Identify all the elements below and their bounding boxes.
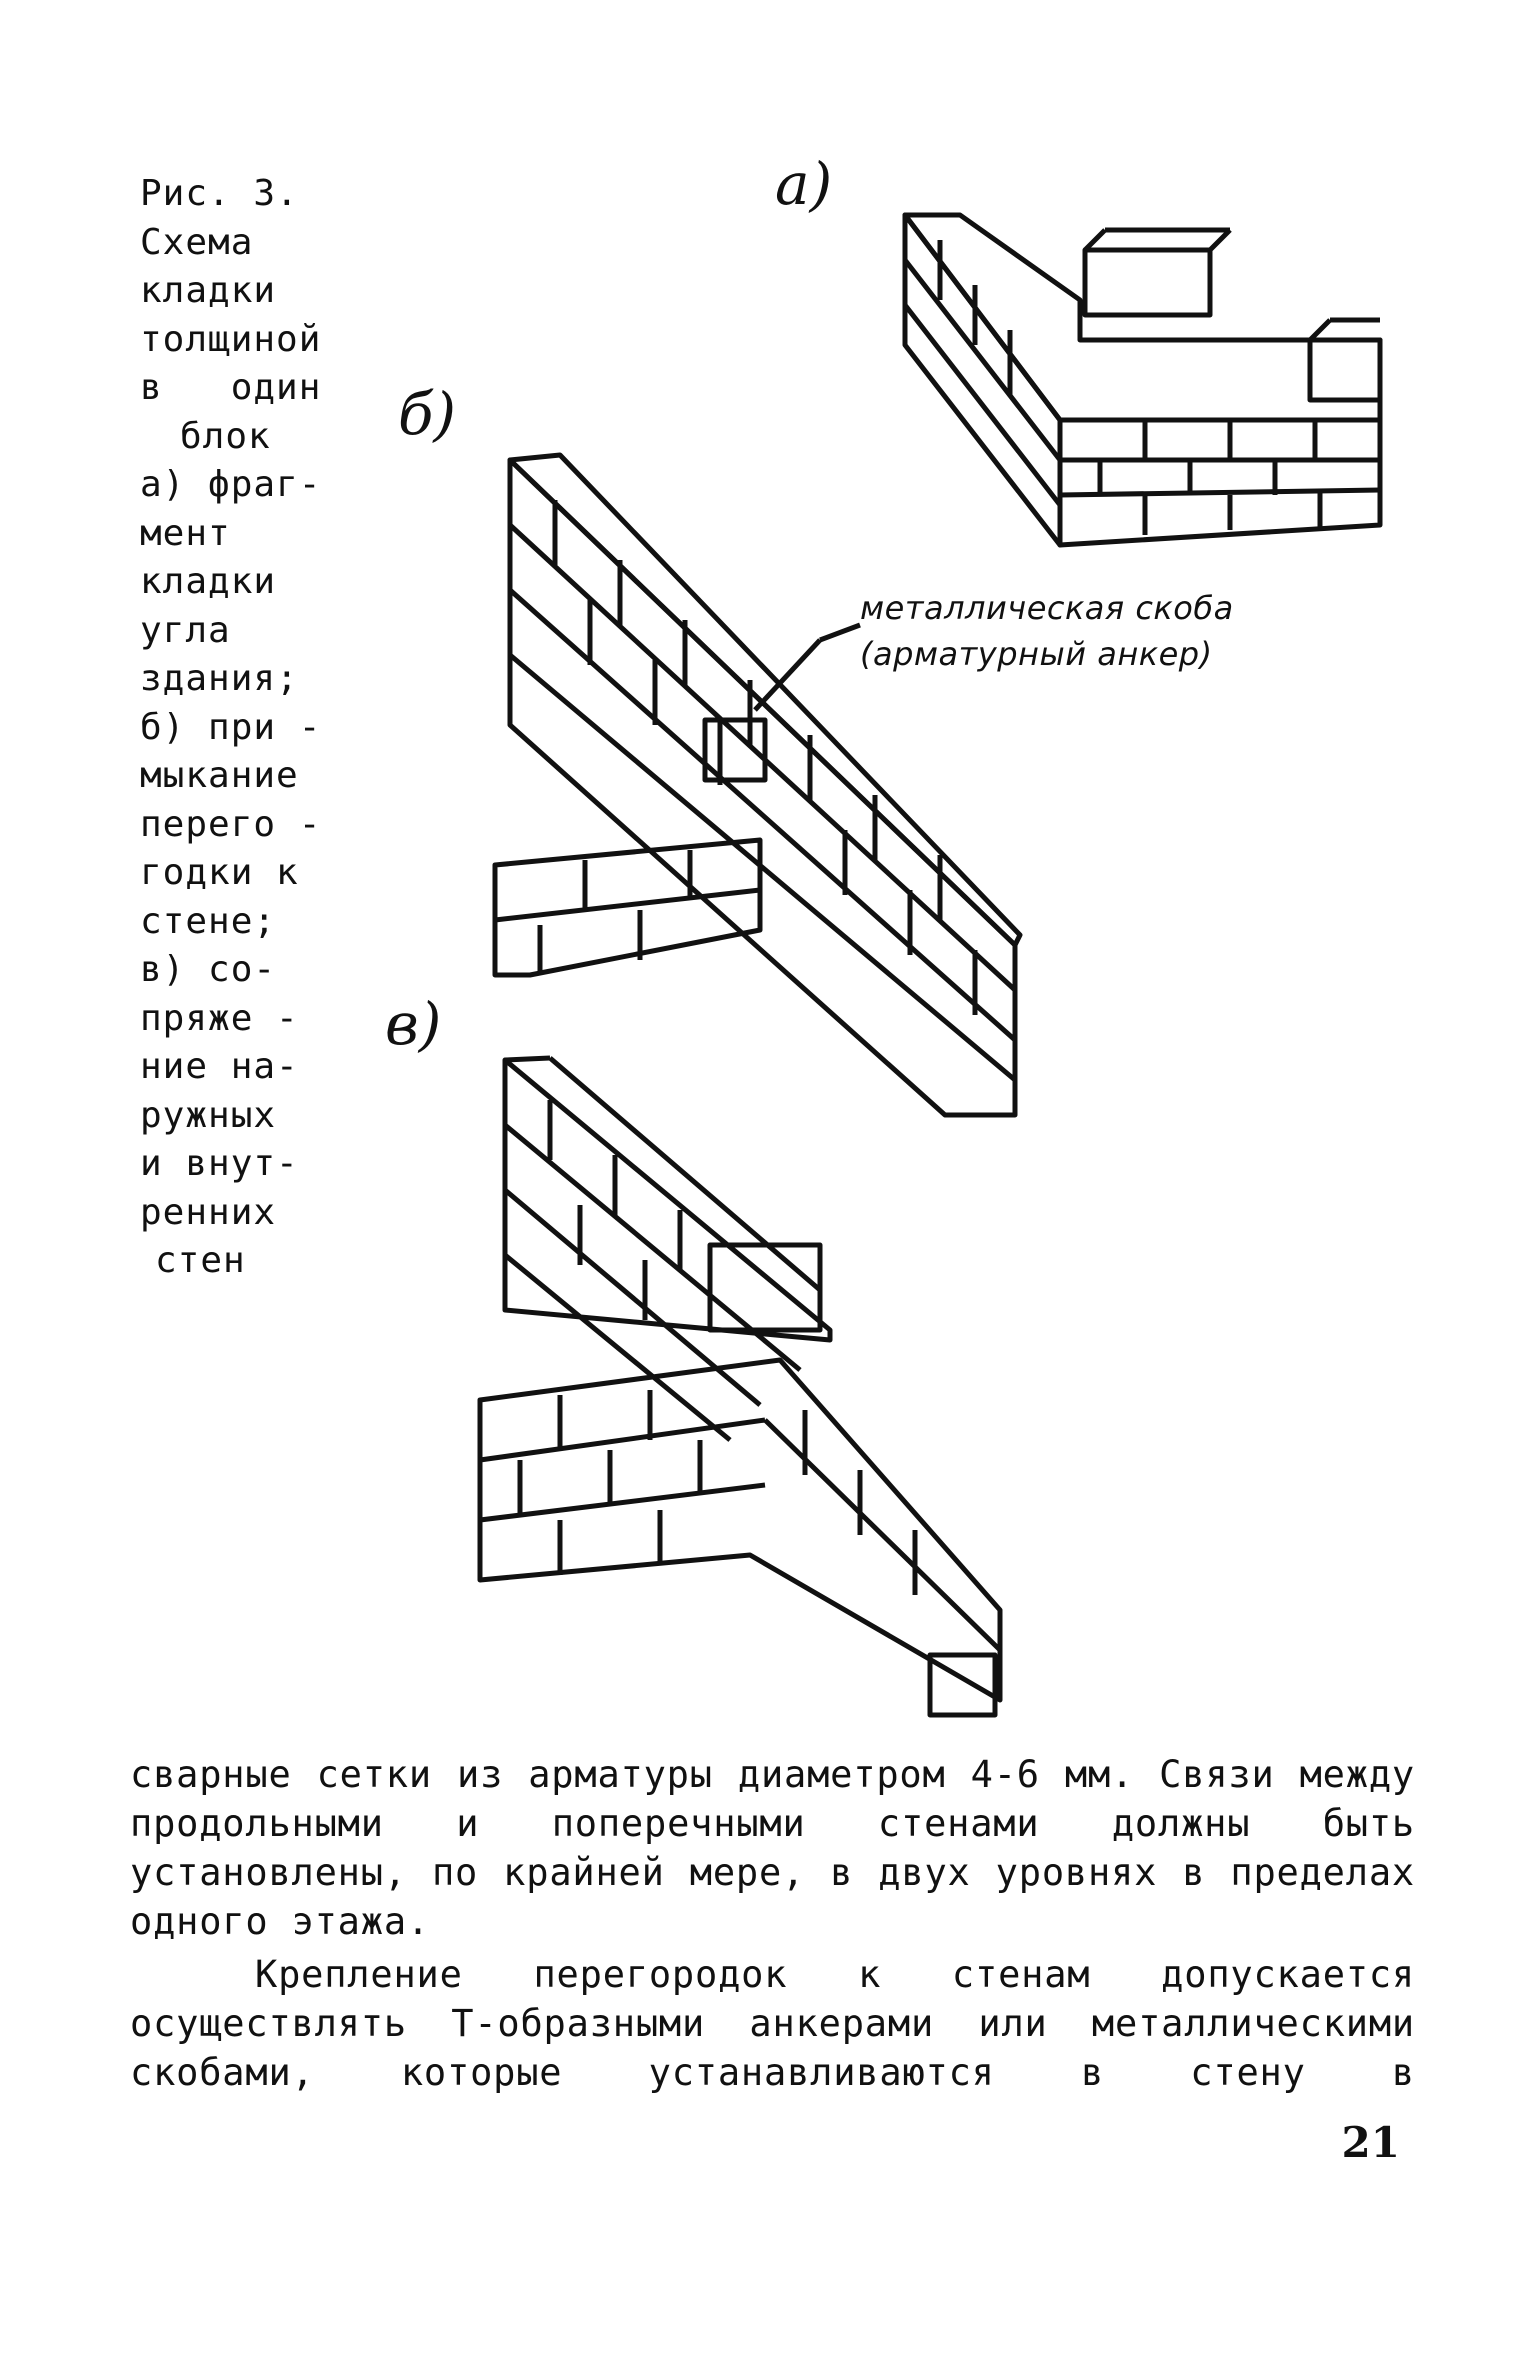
figure-label-a: а) (775, 150, 833, 218)
caption-line: кладки (140, 561, 277, 602)
caption-line: мыкание (140, 755, 299, 796)
caption-line: перего - (140, 803, 322, 845)
caption-line: толщиной (140, 318, 322, 360)
caption-line: в один (140, 367, 322, 408)
caption-line: Схема (140, 221, 254, 263)
caption-line: б) при - (140, 706, 322, 748)
figure-label-v: в) (385, 990, 442, 1058)
caption-line: Рис. 3. (140, 173, 299, 214)
caption-line: стене; (140, 900, 277, 942)
caption-line: стен (155, 1240, 246, 1281)
caption-line: в) со- (140, 949, 277, 990)
body-paragraph-2: Крепление перегородок к стенам допускается осуществлять Т-образными анкерами или металлическими скобами, которые устанавливаются в стену в (130, 1953, 1415, 2094)
caption-line: мент (140, 512, 231, 554)
partition-brickwork (495, 455, 1020, 1115)
caption-line: годки к (140, 852, 299, 893)
junction-brickwork (480, 1058, 1000, 1715)
annotation-line-2: (арматурный анкер) (860, 635, 1213, 673)
body-paragraph-1: сварные сетки из арматуры диаметром 4-6 мм. Связи между продольными и поперечными стенами должны быть установлены, по крайней мере, в двух уровнях в пределах одного этажа. (130, 1753, 1415, 1943)
figure-label-b: б) (398, 380, 457, 448)
caption-line: ние на- (140, 1046, 299, 1087)
caption-line: кладки (140, 270, 277, 311)
corner-brickwork (905, 215, 1380, 545)
page-number: 21 (1341, 2118, 1400, 2167)
caption-line: и внут- (140, 1143, 299, 1184)
caption-line: а) фраг- (140, 464, 322, 505)
caption-line: угла (140, 609, 231, 651)
annotation-line-1: металлическая скоба (860, 589, 1234, 627)
caption-line: ружных (140, 1094, 277, 1136)
caption-line: ренних (140, 1191, 277, 1233)
caption-line: пряже - (140, 997, 299, 1039)
caption-line: здания; (140, 658, 299, 699)
caption-line: блок (180, 415, 271, 457)
